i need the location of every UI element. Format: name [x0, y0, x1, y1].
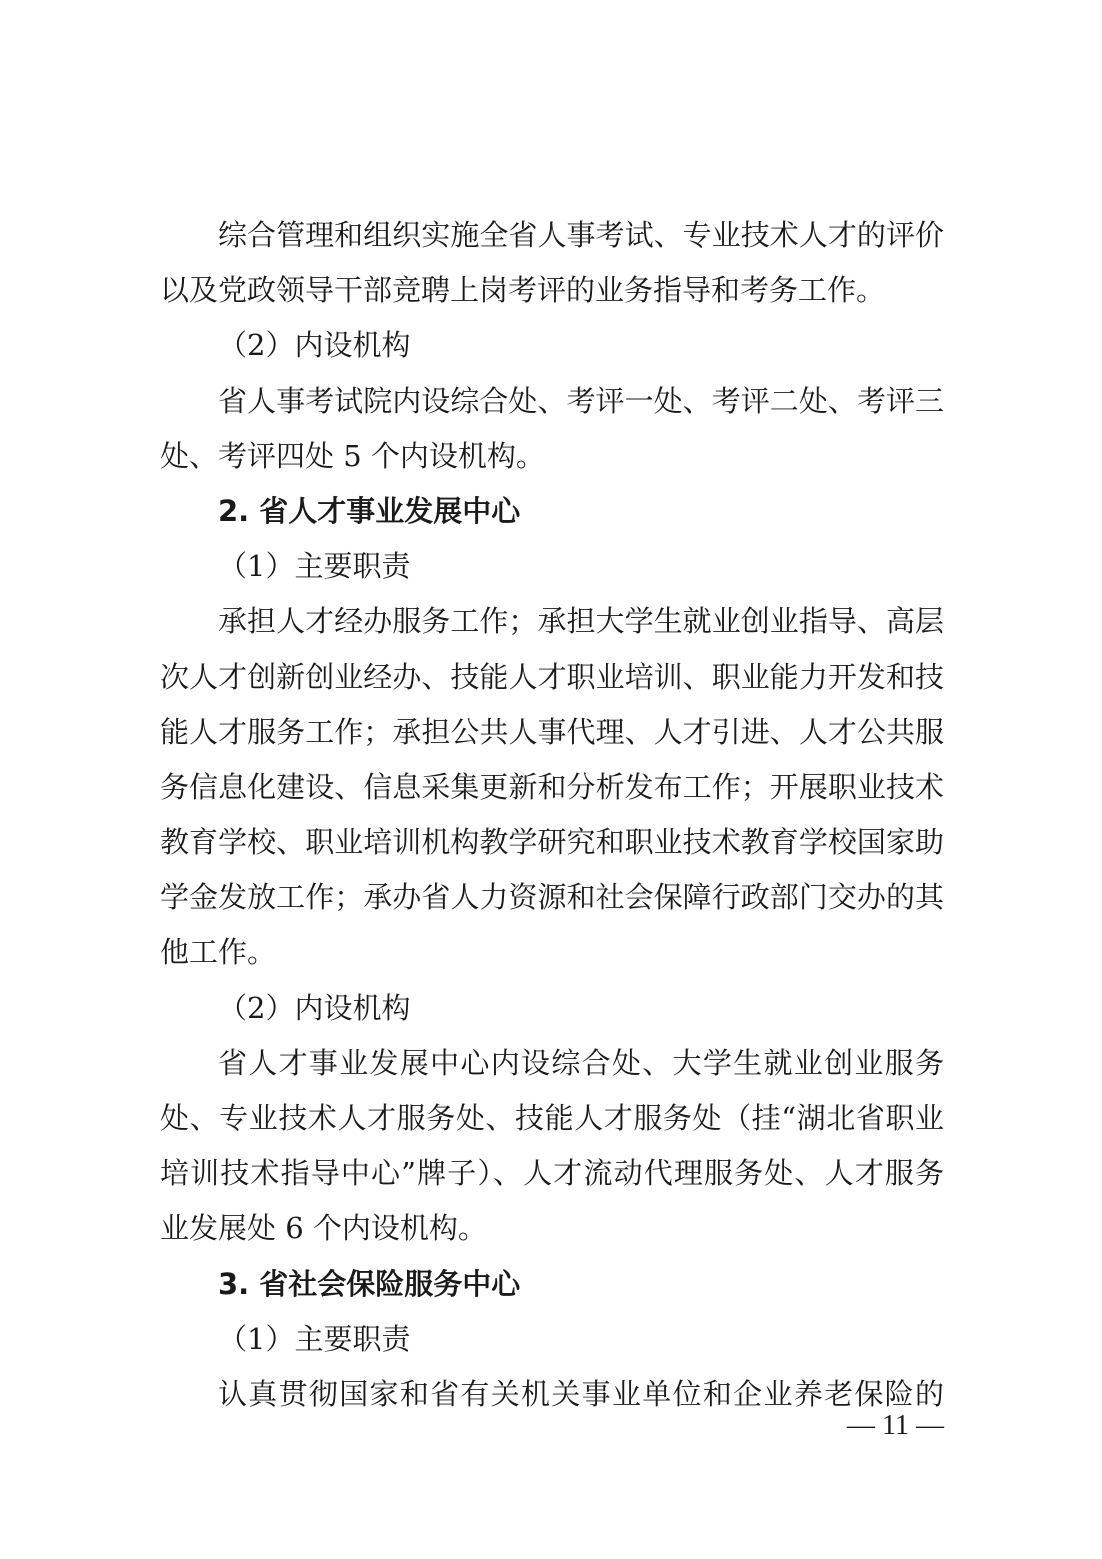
subsection-heading: （2）内设机构: [218, 990, 411, 1025]
subsection-heading: （1）主要职责: [218, 1321, 411, 1356]
document-page: [160, 208, 944, 1422]
paragraph-line: 以及党政领导干部竞聘上岗考评的业务指导和考务工作。: [160, 273, 886, 308]
page-number: — 11 —: [847, 1410, 944, 1441]
paragraph-line: 务信息化建设、信息采集更新和分析发布工作；开展职业技术: [160, 769, 944, 804]
section-heading: 2. 省人才事业发展中心: [218, 493, 521, 528]
paragraph-line: 教育学校、职业培训机构教学研究和职业技术教育学校国家助: [160, 825, 944, 860]
paragraph-line: 处、考评四处 5 个内设机构。: [160, 438, 545, 473]
paragraph-line: 能人才服务工作；承担公共人事代理、人才引进、人才公共服: [160, 714, 944, 749]
paragraph-line: 处、专业技术人才服务处、技能人才服务处（挂“湖北省职业: [160, 1101, 944, 1135]
section-heading: 3. 省社会保险服务中心: [218, 1266, 521, 1301]
paragraph-line: 省人事考试院内设综合处、考评一处、考评二处、考评三: [218, 383, 944, 418]
paragraph-line: 学金发放工作；承办省人力资源和社会保障行政部门交办的其: [160, 880, 944, 915]
paragraph-line: 承担人才经办服务工作；承担大学生就业创业指导、高层: [218, 604, 944, 639]
paragraph-line: 综合管理和组织实施全省人事考试、专业技术人才的评价: [218, 218, 944, 252]
paragraph-line: 他工作。: [160, 935, 277, 970]
paragraph-line: 培训技术指导中心”牌子）、人才流动代理服务处、人才服务: [160, 1156, 944, 1191]
paragraph-line: 业发展处 6 个内设机构。: [160, 1211, 487, 1246]
paragraph-line: 次人才创新创业经办、技能人才职业培训、职业能力开发和技: [160, 659, 944, 694]
paragraph-line: 省人才事业发展中心内设综合处、大学生就业创业服务: [218, 1045, 944, 1080]
paragraph-line: 认真贯彻国家和省有关机关事业单位和企业养老保险的: [218, 1376, 944, 1411]
subsection-heading: （2）内设机构: [218, 328, 411, 363]
subsection-heading: （1）主要职责: [218, 549, 411, 584]
